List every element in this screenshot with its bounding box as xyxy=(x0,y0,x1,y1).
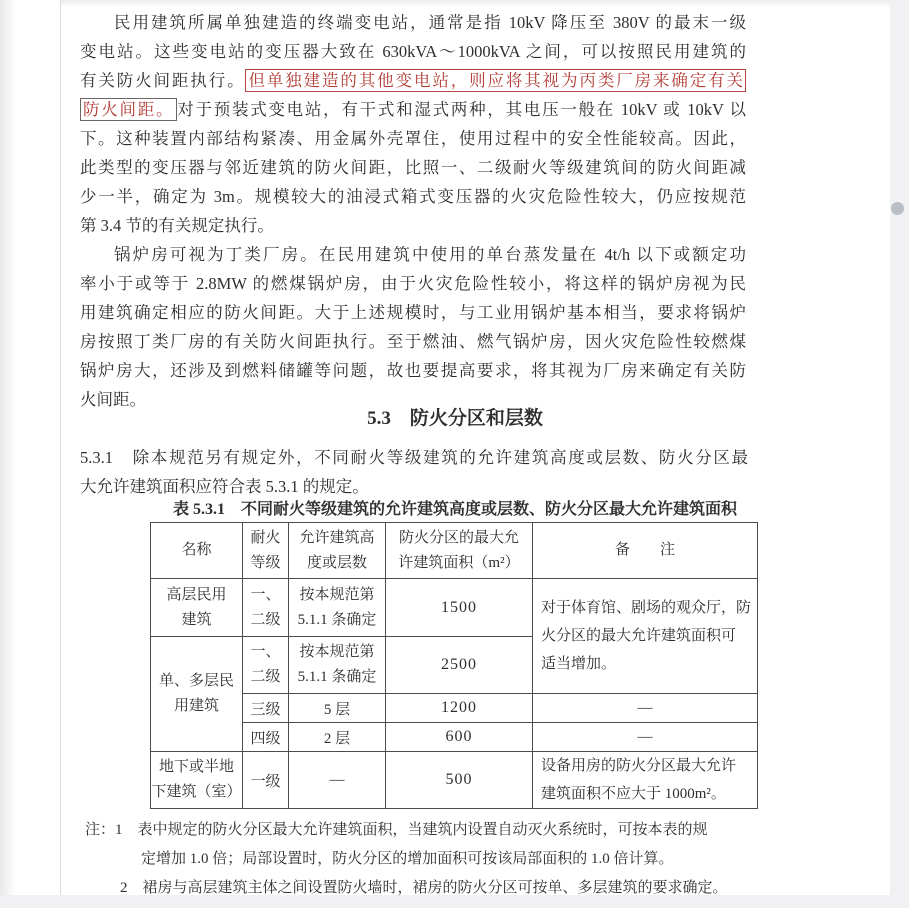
cell-rating: 四级 xyxy=(243,723,289,752)
header-text: 备 注 xyxy=(614,542,675,558)
cell-text: 适当增加。 xyxy=(541,656,617,672)
cell-text: 5.1.1 条确定 xyxy=(297,669,377,685)
text-line: 下。这种装置内部结构紧凑、用金属外壳罩住，使用过程中的安全性能较高。因此， xyxy=(80,129,746,148)
cell-text: 一、 xyxy=(250,586,281,603)
cell-area: 2500 xyxy=(386,637,533,694)
note-line: 2 裙房与高层建筑主体之间设置防火墙时，裙房的防火分区可按单、多层建筑的要求确定。 xyxy=(120,880,728,896)
highlighted-text-gray-box: 防火间距。 xyxy=(80,98,177,121)
table-caption: 表 5.3.1 不同耐火等级建筑的允许建筑高度或层数、防火分区最大允许建筑面积 xyxy=(172,501,737,518)
table-notes xyxy=(85,816,785,903)
cell-height: — xyxy=(289,752,386,809)
cell-rating: 三级 xyxy=(243,694,289,723)
section-heading: 5.3 防火分区和层数 xyxy=(367,408,543,429)
cell-area: 1200 xyxy=(386,694,533,723)
text-line: 用建筑确定相应的防火间距。大于上述规模时，与工业用锅炉基本相当，要求将锅炉 xyxy=(80,303,746,322)
col-header-height-or-storeys xyxy=(289,523,386,579)
text-line: 变电站。这些变电站的变压器大致在 630kVA～1000kVA 之间，可以按照民用建筑的 xyxy=(80,42,746,61)
cell-text: 建筑面积不应大于 1000m²。 xyxy=(541,786,726,802)
text-line: 此类型的变压器与邻近建筑的防火间距，比照一、二级耐火等级建筑间的防火间距减 xyxy=(80,158,746,177)
header-text: 许建筑面积（m²） xyxy=(398,554,520,571)
cell-text: 按本规范第 xyxy=(299,644,375,660)
table-row xyxy=(151,579,758,637)
cell-remark: — xyxy=(533,723,758,752)
cell-remark xyxy=(533,752,758,809)
cell-rating xyxy=(243,637,289,694)
text-line xyxy=(80,95,746,124)
cell-text: 按本规范第 xyxy=(299,586,375,603)
cell-text: 单、多层民 xyxy=(158,673,234,689)
text-line: 民用建筑所属单独建造的终端变电站，通常是指 10kV 降压至 380V 的最末一级 xyxy=(114,13,746,32)
table-row xyxy=(151,723,758,752)
paragraph-substation xyxy=(80,8,746,240)
text-run: 有关防火间距执行。 xyxy=(80,71,246,90)
header-text: 等级 xyxy=(250,554,281,571)
cell-text: 设备用房的防火分区最大允许 xyxy=(541,758,737,774)
note-line: 定增加 1.0 倍；局部设置时，防火分区的增加面积可按该局部面积的 1.0 倍计算。 xyxy=(141,851,674,867)
cell-text: 二级 xyxy=(250,611,281,628)
text-line: 率小于或等于 2.8MW 的燃煤锅炉房，由于火灾危险性较小，将这样的锅炉房视为民 xyxy=(80,274,746,293)
cell-text: 火分区的最大允许建筑面积可 xyxy=(541,628,737,644)
header-text: 耐火 xyxy=(250,529,281,546)
cell-area: 1500 xyxy=(386,579,533,637)
text-line xyxy=(80,66,746,95)
col-header-remark xyxy=(533,523,758,579)
cell-text: 对于体育馆、剧场的观众厅，防 xyxy=(541,600,752,616)
header-text: 名称 xyxy=(181,542,212,558)
cell-remark: — xyxy=(533,694,758,723)
table-row xyxy=(151,694,758,723)
header-text: 度或层数 xyxy=(306,554,367,571)
header-text: 防火分区的最大允 xyxy=(398,529,519,546)
paragraph-boiler-room xyxy=(80,240,746,414)
cell-height xyxy=(289,637,386,694)
header-text: 允许建筑高 xyxy=(299,529,375,546)
cell-height xyxy=(289,579,386,637)
cell-height: 5 层 xyxy=(289,694,386,723)
table-header-row xyxy=(151,523,758,579)
scrollbar-thumb[interactable] xyxy=(891,202,904,215)
cell-text: 用建筑 xyxy=(173,698,219,714)
text-line: 锅炉房可视为丁类厂房。在民用建筑中使用的单台蒸发量在 4t/h 以下或额定功 xyxy=(114,245,746,264)
text-line: 锅炉房大，还涉及到燃料储罐等问题，故也要提高要求，将其视为厂房来确定有关防 xyxy=(80,361,746,380)
col-header-fire-rating xyxy=(243,523,289,579)
text-line: 大允许建筑面积应符合表 5.3.1 的规定。 xyxy=(80,477,369,496)
text-line: 房按照丁类厂房的有关防火间距执行。至于燃油、燃气锅炉房，因火灾危险性较燃煤 xyxy=(80,332,746,351)
table-row xyxy=(151,752,758,809)
cell-height: 2 层 xyxy=(289,723,386,752)
scan-top-edge xyxy=(60,0,890,7)
cell-text: 高层民用 xyxy=(166,586,227,603)
cell-remark-merged xyxy=(533,579,758,694)
cell-name xyxy=(151,579,243,637)
text-line: 5.3.1 除本规范另有规定外，不同耐火等级建筑的允许建筑高度或层数、防火分区最 xyxy=(80,448,748,467)
col-header-name xyxy=(151,523,243,579)
text-line: 火间距。 xyxy=(80,390,146,409)
cell-text: 一、 xyxy=(250,644,281,660)
cell-text: 建筑 xyxy=(181,611,212,628)
clause-531 xyxy=(80,443,748,501)
cell-text: 5.1.1 条确定 xyxy=(297,611,377,628)
text-line: 少一半，确定为 3m。规模较大的油浸式箱式变压器的火灾危险性较大，仍应按规范 xyxy=(80,187,746,206)
cell-name xyxy=(151,752,243,809)
scan-left-edge xyxy=(60,0,61,895)
cell-text: 下建筑（室） xyxy=(151,784,242,800)
cell-area: 500 xyxy=(386,752,533,809)
fire-compartment-table xyxy=(150,522,758,809)
text-line: 第 3.4 节的有关规定执行。 xyxy=(80,216,274,235)
cell-name-merged xyxy=(151,637,243,752)
col-header-max-area xyxy=(386,523,533,579)
cell-area: 600 xyxy=(386,723,533,752)
highlighted-text-red-box: 但单独建造的其他变电站，则应将其视为丙类厂房来确定有关 xyxy=(245,69,746,92)
cell-rating xyxy=(243,579,289,637)
text-run: 对于预装式变电站，有干式和湿式两种，其电压一般在 10kV 或 10kV 以 xyxy=(177,100,746,119)
cell-text: 地下或半地 xyxy=(158,759,234,775)
page-left-shadow xyxy=(0,0,16,895)
note-line: 注：1 表中规定的防火分区最大允许建筑面积，当建筑内设置自动灭火系统时，可按本表的规 xyxy=(85,822,708,838)
cell-text: 二级 xyxy=(250,669,281,685)
cell-rating: 一级 xyxy=(243,752,289,809)
